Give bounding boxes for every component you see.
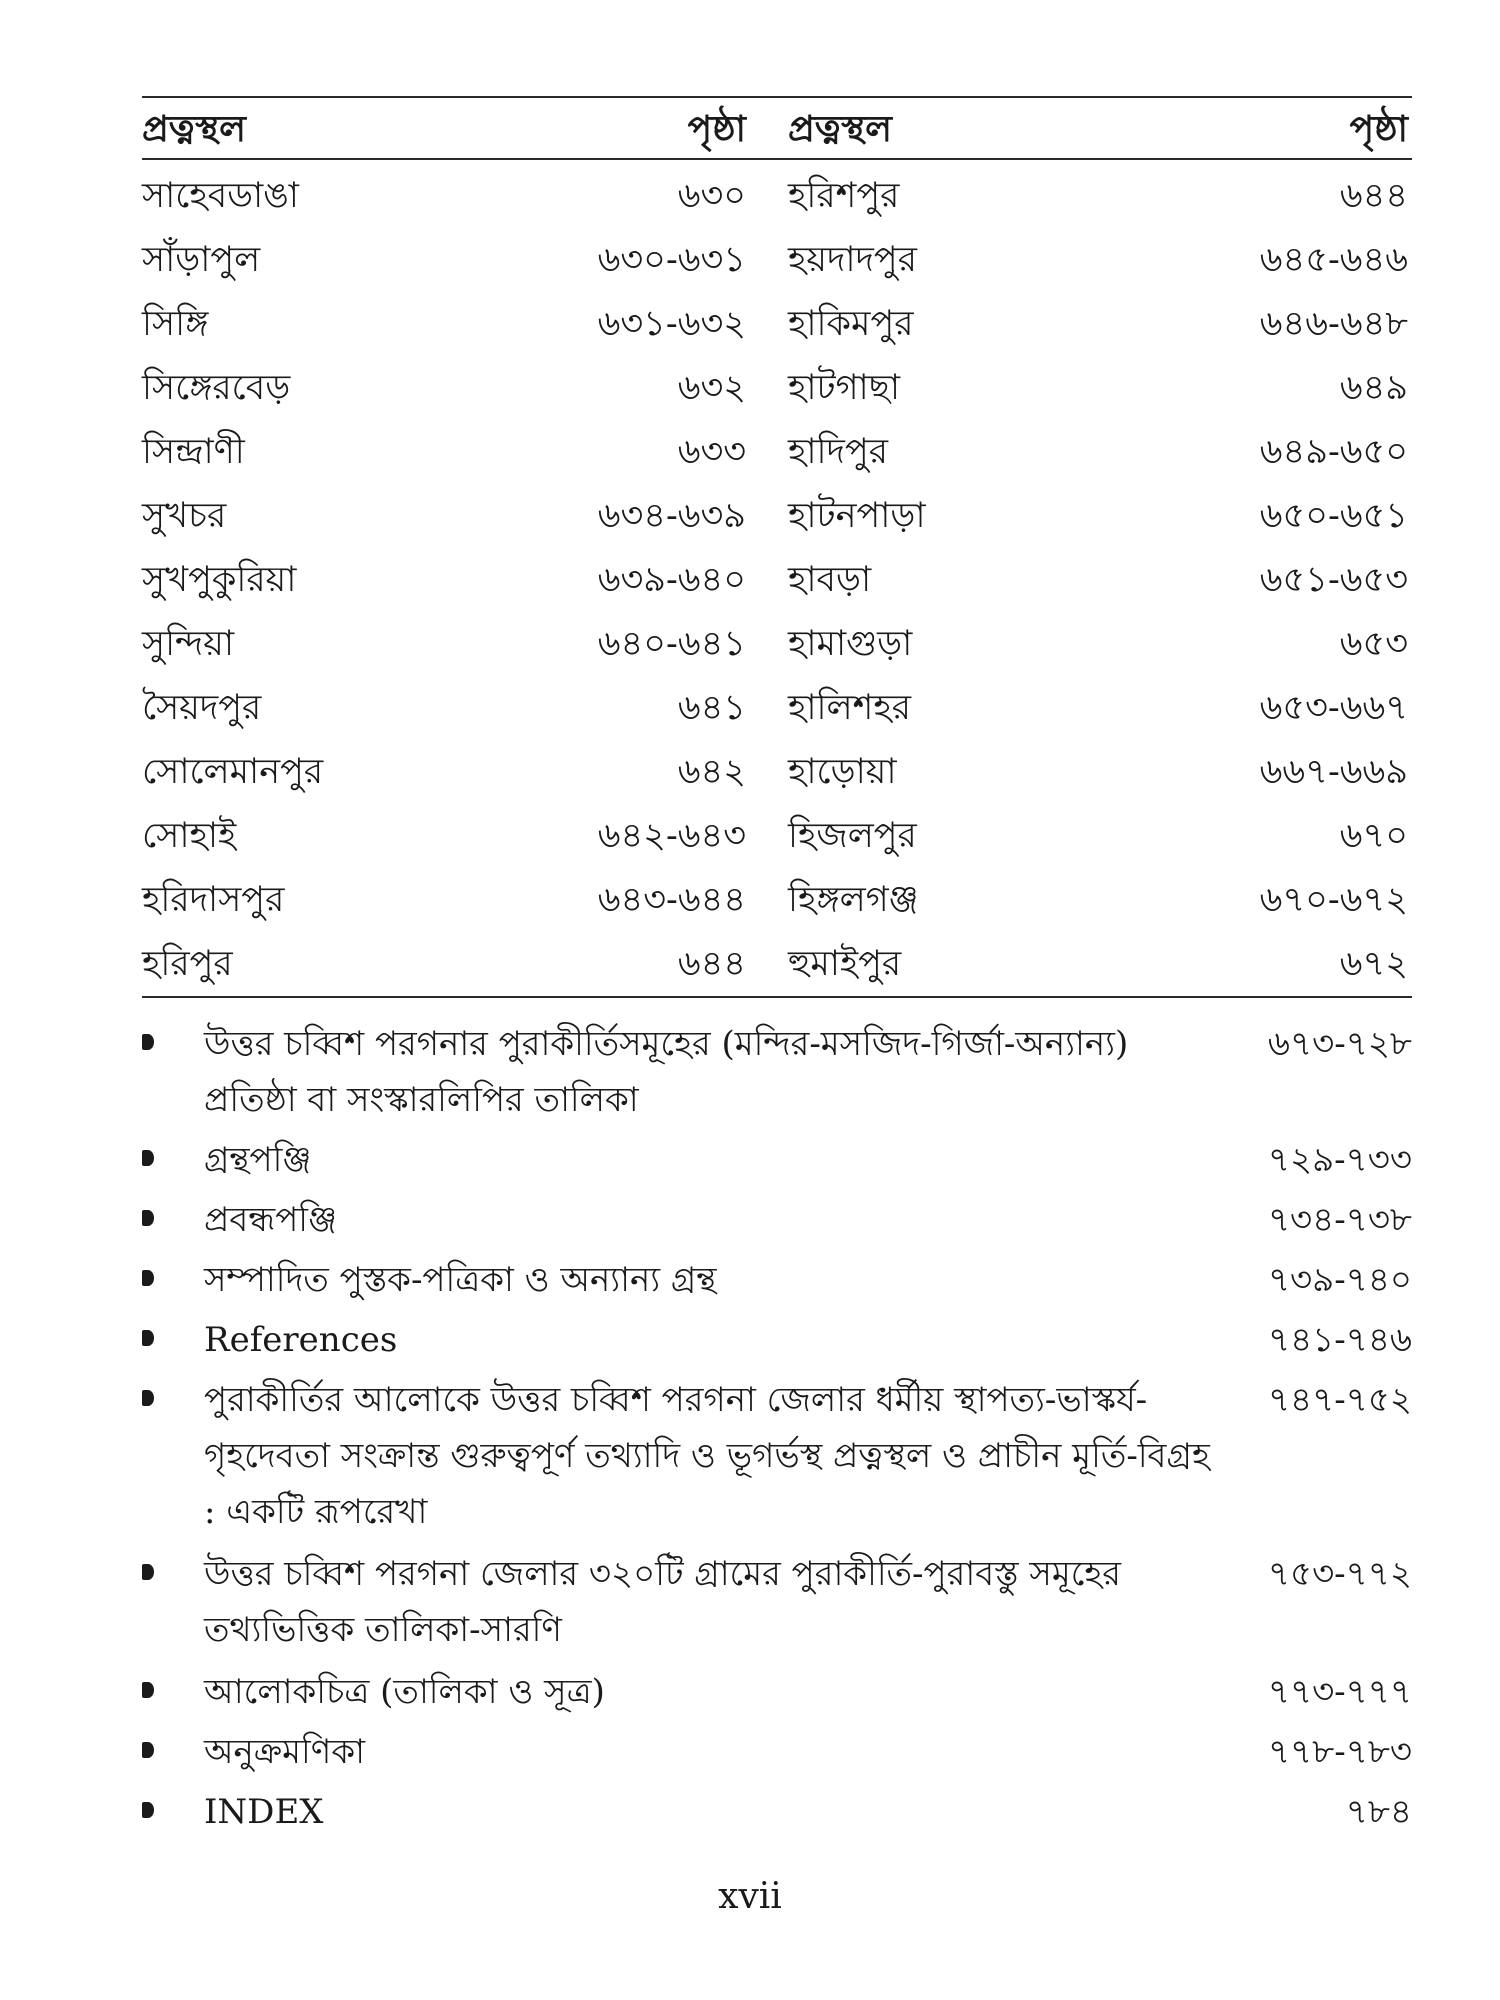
bullet-icon — [142, 1270, 154, 1286]
left-entry — [142, 676, 746, 740]
bullet-text: উত্তর চব্বিশ পরগনার পুরাকীর্তিসমূহের (মন্দির-মসজিদ-গির্জা-অন্যান্য) প্রতিষ্ঠা বা সংস্কারলিপির তালিকা — [204, 1024, 1129, 1120]
bullet-text: INDEX — [204, 1792, 324, 1832]
left-entry — [142, 740, 746, 804]
place-name: সিঙ্গি — [142, 304, 209, 344]
page-range: ৬৪২-৬৪৩ — [597, 816, 746, 856]
page-range: ৬৩১-৬৩২ — [597, 304, 746, 344]
page-range: ৬৪৬-৬৪৮ — [1259, 304, 1408, 344]
bullet-item — [142, 1016, 1412, 1128]
bullet-item — [142, 1372, 1412, 1540]
place-name: হরিপুর — [142, 944, 233, 984]
right-entry — [788, 228, 1408, 292]
page-number: xvii — [718, 1876, 782, 1917]
header-col1-page: পৃষ্ঠা — [687, 108, 746, 150]
place-name: হাকিমপুর — [788, 304, 914, 344]
left-entry — [142, 356, 746, 420]
place-name: সুখচর — [142, 496, 227, 536]
page-range: ৬৫০-৬৫১ — [1259, 496, 1408, 536]
bullet-text: References — [204, 1320, 398, 1360]
bullet-item — [142, 1132, 1412, 1188]
bullet-item — [142, 1664, 1412, 1720]
place-name: সৈয়দপুর — [142, 688, 262, 728]
header-rule — [142, 158, 1412, 160]
header-col1-title: প্রত্নস্থল — [142, 108, 246, 150]
place-name: হাবড়া — [788, 560, 872, 600]
page-range: ৬৩৩ — [677, 432, 746, 472]
bullet-text: গ্রন্থপঞ্জি — [204, 1140, 312, 1180]
bullet-icon — [142, 1034, 154, 1050]
bullet-icon — [142, 1210, 154, 1226]
place-name: হয়দাদপুর — [788, 240, 917, 280]
right-entry — [788, 804, 1408, 868]
page-range: ৬৩০ — [677, 176, 746, 216]
bullet-pages: ৭৪৭-৭৫২ — [1267, 1380, 1412, 1420]
place-name: হরিদাসপুর — [142, 880, 285, 920]
bullet-pages: ৭৭৩-৭৭৭ — [1267, 1672, 1412, 1712]
place-name: সোহাই — [142, 816, 237, 856]
left-entry — [142, 804, 746, 868]
page-range: ৬৭২ — [1339, 944, 1408, 984]
page-range: ৬৩৪-৬৩৯ — [597, 496, 746, 536]
left-entry — [142, 868, 746, 932]
bullet-text: অনুক্রমণিকা — [204, 1732, 365, 1772]
page-range: ৬৩০-৬৩১ — [597, 240, 746, 280]
bullet-icon — [142, 1742, 154, 1758]
bullet-icon — [142, 1330, 154, 1346]
bullet-item — [142, 1546, 1412, 1658]
page-range: ৬৪৪ — [1339, 176, 1408, 216]
place-name: সুখপুকুরিয়া — [142, 560, 297, 600]
left-entry — [142, 548, 746, 612]
table-bottom-rule — [142, 996, 1412, 998]
right-entry — [788, 548, 1408, 612]
place-name: সিঙ্গেরবেড় — [142, 368, 291, 408]
right-entry — [788, 612, 1408, 676]
bullet-text: আলোকচিত্র (তালিকা ও সূত্র) — [204, 1672, 605, 1712]
place-name: হাদিপুর — [788, 432, 888, 472]
bullet-item — [142, 1724, 1412, 1780]
right-entry — [788, 676, 1408, 740]
left-entry — [142, 292, 746, 356]
place-name: সাহেবডাঙা — [142, 176, 299, 216]
page-range: ৬৪৯-৬৫০ — [1259, 432, 1408, 472]
page-range: ৬৬৭-৬৬৯ — [1259, 752, 1408, 792]
page-range: ৬৫৩ — [1339, 624, 1408, 664]
bullet-text: সম্পাদিত পুস্তক-পত্রিকা ও অন্যান্য গ্রন্থ — [204, 1260, 717, 1300]
right-entry — [788, 740, 1408, 804]
right-entry — [788, 164, 1408, 228]
page-range: ৬৭০ — [1339, 816, 1408, 856]
place-name: হরিশপুর — [788, 176, 900, 216]
bullet-pages: ৭৩৯-৭৪০ — [1267, 1260, 1412, 1300]
bullet-pages: ৬৭৩-৭২৮ — [1267, 1024, 1412, 1064]
right-entry — [788, 484, 1408, 548]
page-range: ৬৭০-৬৭২ — [1259, 880, 1408, 920]
page-range: ৬৪৫-৬৪৬ — [1259, 240, 1408, 280]
page-range: ৬৩৯-৬৪০ — [597, 560, 746, 600]
place-name: হামাগুড়া — [788, 624, 913, 664]
header-col2-page: পৃষ্ঠা — [1349, 108, 1408, 150]
bullet-icon — [142, 1390, 154, 1406]
page-range: ৬৫১-৬৫৩ — [1259, 560, 1408, 600]
bullet-pages: ৭৫৩-৭৭২ — [1267, 1554, 1412, 1594]
bullet-item — [142, 1192, 1412, 1248]
right-entry — [788, 356, 1408, 420]
left-entry — [142, 164, 746, 228]
bullet-pages: ৭৭৮-৭৮৩ — [1267, 1732, 1412, 1772]
page-range: ৬৪৯ — [1339, 368, 1408, 408]
place-name: সুন্দিয়া — [142, 624, 234, 664]
left-entry — [142, 420, 746, 484]
place-name: হিঙ্গলগঞ্জ — [788, 880, 919, 920]
header-col2-title: প্রত্নস্থল — [788, 108, 892, 150]
place-name: হাটনপাড়া — [788, 496, 926, 536]
place-name: হুমাইপুর — [788, 944, 902, 984]
right-entry — [788, 932, 1408, 996]
left-entry — [142, 228, 746, 292]
left-entry — [142, 484, 746, 548]
top-rule — [142, 96, 1412, 98]
place-name: হাটগাছা — [788, 368, 901, 408]
page-range: ৬৫৩-৬৬৭ — [1259, 688, 1408, 728]
page-range: ৬৪০-৬৪১ — [597, 624, 746, 664]
place-name: সিন্দ্রাণী — [142, 432, 245, 472]
bullet-item — [142, 1252, 1412, 1308]
bullet-icon — [142, 1682, 154, 1698]
bullet-icon — [142, 1150, 154, 1166]
left-entry — [142, 612, 746, 676]
bullet-text: পুরাকীর্তির আলোকে উত্তর চব্বিশ পরগনা জেলার ধর্মীয় স্থাপত্য-ভাস্কর্য-গৃহদেবতা সংক্রান্ত গুরুত্বপূর্ণ তথ্যাদি ও ভূগর্ভস্থ প্রত্নস্থল ও প্রাচীন মূর্তি-বিগ্রহ : একটি রূপরেখা — [204, 1380, 1210, 1532]
bullet-pages: ৭৪১-৭৪৬ — [1268, 1320, 1412, 1360]
page-range: ৬৪৪ — [677, 944, 746, 984]
bullet-icon — [142, 1564, 154, 1580]
left-entry — [142, 932, 746, 996]
right-entry — [788, 292, 1408, 356]
page-range: ৬৪৩-৬৪৪ — [597, 880, 746, 920]
place-name: সোলেমানপুর — [142, 752, 324, 792]
place-name: হাড়োয়া — [788, 752, 897, 792]
right-entry — [788, 868, 1408, 932]
place-name: সাঁড়াপুল — [142, 240, 261, 280]
bullet-item — [142, 1784, 1412, 1840]
bullet-icon — [142, 1802, 154, 1818]
bullet-pages: ৭৩৪-৭৩৮ — [1267, 1200, 1412, 1240]
bullet-item — [142, 1312, 1412, 1368]
bullet-text: প্রবন্ধপঞ্জি — [204, 1200, 338, 1240]
bullet-text: উত্তর চব্বিশ পরগনা জেলার ৩২০টি গ্রামের পুরাকীর্তি-পুরাবস্তু সমূহের তথ্যভিত্তিক তালিকা-সারণি — [204, 1554, 1121, 1650]
bullet-pages: ৭৮৪ — [1345, 1792, 1412, 1832]
page-range: ৬৪২ — [677, 752, 746, 792]
page-range: ৬৪১ — [677, 688, 746, 728]
place-name: হিজলপুর — [788, 816, 917, 856]
page-range: ৬৩২ — [677, 368, 746, 408]
right-entry — [788, 420, 1408, 484]
place-name: হালিশহর — [788, 688, 911, 728]
bullet-pages: ৭২৯-৭৩৩ — [1267, 1140, 1412, 1180]
